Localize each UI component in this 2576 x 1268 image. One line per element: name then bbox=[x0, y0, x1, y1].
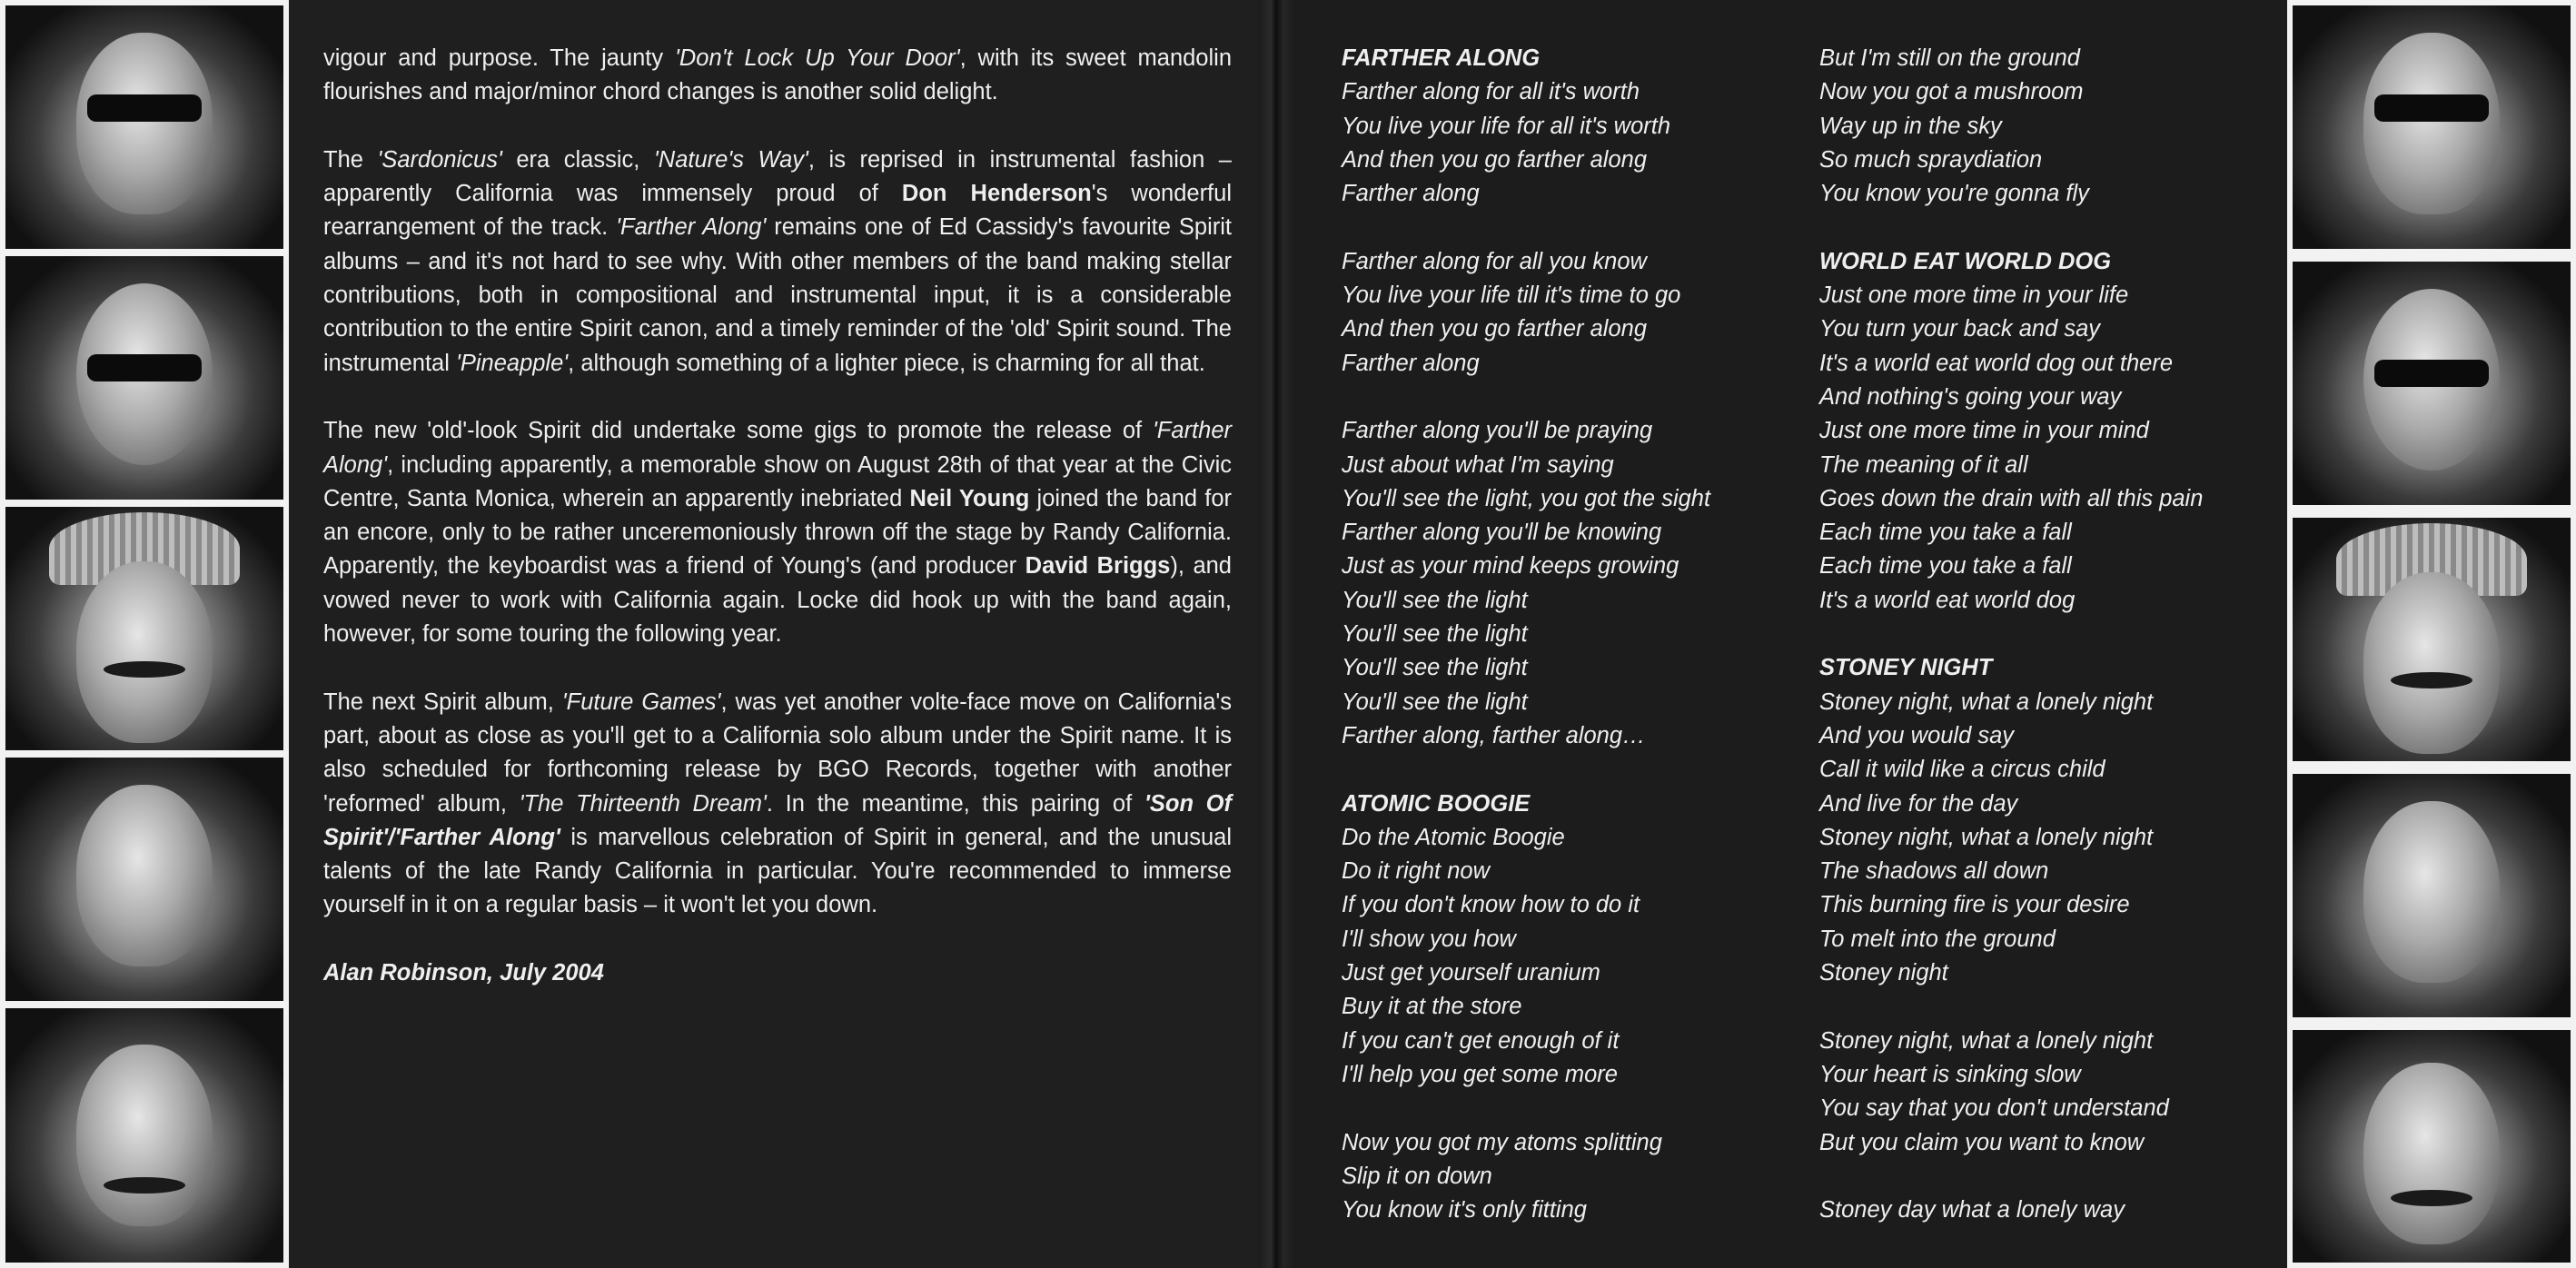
essay-paragraph bbox=[323, 42, 1232, 110]
lyric-stanza bbox=[1819, 1194, 2274, 1227]
essay-text-run: , with its sweet mandolin flourishes and major/minor chord changes is another solid delight. bbox=[323, 45, 1233, 105]
lyric-line: Your heart is sinking slow bbox=[1819, 1061, 2081, 1087]
band-photo-7 bbox=[2293, 262, 2571, 505]
lyric-line: You say that you don't understand bbox=[1819, 1095, 2169, 1122]
band-photo-10 bbox=[2293, 1030, 2571, 1263]
lyric-line: Farther along, farther along… bbox=[1342, 722, 1646, 748]
lyric-stanza bbox=[1342, 1126, 1778, 1228]
essay-text-run: 'Don't Lock Up Your Door' bbox=[675, 45, 960, 71]
lyric-line: You'll see the light bbox=[1342, 621, 1528, 648]
band-photo-8 bbox=[2293, 518, 2571, 761]
lyric-line: Now you got a mushroom bbox=[1819, 79, 2084, 105]
lyric-line: If you don't know how to do it bbox=[1342, 892, 1640, 918]
band-photo-3 bbox=[5, 507, 283, 750]
lyric-line: You turn your back and say bbox=[1819, 316, 2101, 342]
lyric-line: Buy it at the store bbox=[1342, 994, 1522, 1020]
essay-paragraph bbox=[323, 144, 1232, 381]
essay-paragraph bbox=[323, 414, 1232, 651]
lyric-stanza bbox=[1342, 821, 1778, 1092]
essay-paragraph bbox=[323, 686, 1232, 923]
essay-text-run: , although something of a lighter piece, is charming for all that. bbox=[568, 350, 1205, 376]
essay-text-run: . In the meantime, this pairing of bbox=[766, 790, 1144, 817]
lyric-line: Farther along bbox=[1342, 350, 1480, 376]
lyric-line: Just get yourself uranium bbox=[1342, 960, 1600, 986]
left-photo-strip bbox=[0, 0, 289, 1268]
lyric-line: If you can't get enough of it bbox=[1342, 1027, 1620, 1054]
lyric-line: Farther along bbox=[1342, 181, 1480, 207]
essay-text-run: 'Nature's Way' bbox=[653, 146, 808, 173]
essay-text-run: 'Future Games' bbox=[561, 688, 721, 715]
essay-text-run: , is reprised in instrumental fashion – apparently California was immensely proud of bbox=[323, 146, 1232, 207]
essay-text-run: 'Son Of Spirit'/'Farther Along' bbox=[323, 790, 1233, 850]
lyric-line: And you would say bbox=[1819, 722, 2015, 748]
lyric-line: You'll see the light, you got the sight bbox=[1342, 485, 1711, 511]
essay-text-run: 's wonderful rearrangement of the track. bbox=[323, 181, 1232, 241]
lyric-line: Slip it on down bbox=[1342, 1163, 1492, 1189]
lyric-line: And live for the day bbox=[1819, 790, 2018, 817]
song-lyrics bbox=[1819, 651, 2274, 1227]
lyric-line: I'll show you how bbox=[1342, 926, 1516, 952]
lyric-line: Just one more time in your life bbox=[1819, 282, 2129, 309]
lyric-stanza bbox=[1819, 279, 2274, 618]
band-photo-5 bbox=[5, 1008, 283, 1263]
lyric-line: Stoney night, what a lonely night bbox=[1819, 1027, 2154, 1054]
song-lyrics bbox=[1342, 788, 1778, 1228]
essay-text-run: 'The Thirteenth Dream' bbox=[519, 790, 767, 817]
essay-text-run: vigour and purpose. The jaunty bbox=[323, 45, 675, 71]
song-lyrics bbox=[1342, 42, 1778, 753]
lyric-stanza bbox=[1819, 686, 2274, 991]
lyric-line: Each time you take a fall bbox=[1819, 520, 2072, 546]
lyric-line: You live your life till it's time to go bbox=[1342, 282, 1681, 309]
essay-text-run: is marvellous celebration of Spirit in general, and the unusual talents of the late Randy California in particular. You're recommended to immerse yourself in it on a regular basis – it won't let you down. bbox=[323, 824, 1233, 918]
lyric-line: You'll see the light bbox=[1342, 655, 1528, 681]
lyric-line: Do it right now bbox=[1342, 858, 1490, 885]
essay-text-run: The next Spirit album, bbox=[323, 688, 562, 715]
lyric-line: You live your life for all it's worth bbox=[1342, 113, 1671, 139]
lyric-line: Call it wild like a circus child bbox=[1819, 757, 2105, 783]
song-lyrics bbox=[1819, 245, 2274, 618]
lyric-stanza bbox=[1342, 75, 1778, 211]
lyric-line: You know it's only fitting bbox=[1342, 1197, 1587, 1223]
essay-text-run: Neil Young bbox=[909, 485, 1030, 511]
lyric-line: Stoney day what a lonely way bbox=[1819, 1197, 2125, 1223]
band-photo-4 bbox=[5, 758, 283, 1001]
song-title: FARTHER ALONG bbox=[1342, 45, 1541, 71]
lyric-line: Stoney night, what a lonely night bbox=[1819, 824, 2154, 850]
lyric-stanza bbox=[1342, 245, 1778, 381]
lyric-line: Farther along for all you know bbox=[1342, 248, 1647, 274]
lyric-line: And nothing's going your way bbox=[1819, 383, 2122, 410]
lyric-line: This burning fire is your desire bbox=[1819, 892, 2130, 918]
lyric-line: Just about what I'm saying bbox=[1342, 451, 1614, 478]
author-signature: Alan Robinson, July 2004 bbox=[323, 960, 604, 986]
lyric-stanza bbox=[1819, 1025, 2274, 1160]
lyric-line: It's a world eat world dog out there bbox=[1819, 350, 2173, 376]
essay-text-run: 'Farther Along' bbox=[616, 214, 767, 241]
essay-text-run: The bbox=[323, 146, 378, 173]
essay-text-run: ), and vowed never to work with California again. Locke did hook up with the band again, however, for some touring the following year. bbox=[323, 553, 1232, 648]
band-photo-9 bbox=[2293, 774, 2571, 1017]
band-photo-1 bbox=[5, 5, 283, 249]
booklet-gutter bbox=[1258, 0, 1294, 1268]
lyric-line: Just as your mind keeps growing bbox=[1342, 553, 1679, 580]
lyric-line: You'll see the light bbox=[1342, 587, 1528, 613]
essay-text-run: remains one of Ed Cassidy's favourite Spirit albums – and it's not hard to see why. With other members of the band making stellar contributions, both in compositional and instrumental input, it is a considerable contribution to the entire Spirit canon, and a timely reminder of the 'old' Spirit sound. The instrumental bbox=[323, 214, 1232, 376]
song-lyrics bbox=[1819, 42, 2274, 211]
lyric-line: Stoney night, what a lonely night bbox=[1819, 688, 2154, 715]
essay-text-run: The new 'old'-look Spirit did undertake some gigs to promote the release of bbox=[323, 418, 1153, 444]
lyric-line: The shadows all down bbox=[1819, 858, 2049, 885]
lyric-line: And then you go farther along bbox=[1342, 316, 1647, 342]
essay-text-run: 'Sardonicus' bbox=[377, 146, 502, 173]
essay-text-run: 'Pineapple' bbox=[455, 350, 569, 376]
essay-text-run: , was yet another volte-face move on California's part, about as close as you'll get to a California solo album under the Spirit name. It is also scheduled for forthcoming release by BGO Records, together with another 'reformed' album, bbox=[323, 688, 1232, 817]
essay-text-run: 'Farther Along' bbox=[323, 418, 1232, 478]
lyric-line: Farther along you'll be knowing bbox=[1342, 520, 1662, 546]
lyric-line: Farther along for all it's worth bbox=[1342, 79, 1640, 105]
lyric-line: I'll help you get some more bbox=[1342, 1061, 1618, 1087]
lyric-line: It's a world eat world dog bbox=[1819, 587, 2076, 613]
lyric-line: Goes down the drain with all this pain bbox=[1819, 485, 2204, 511]
lyric-line: Just one more time in your mind bbox=[1819, 418, 2149, 444]
lyric-line: You know you're gonna fly bbox=[1819, 181, 2089, 207]
song-title: STONEY NIGHT bbox=[1819, 655, 1993, 681]
lyrics-column-2 bbox=[1819, 42, 2274, 1262]
lyric-line: Way up in the sky bbox=[1819, 113, 2002, 139]
song-title: ATOMIC BOOGIE bbox=[1342, 790, 1531, 817]
essay-text-run: David Briggs bbox=[1025, 553, 1171, 580]
lyric-line: You'll see the light bbox=[1342, 688, 1528, 715]
lyric-line: So much spraydiation bbox=[1819, 146, 2043, 173]
essay-text-run: Don Henderson bbox=[901, 181, 1092, 207]
lyric-line: Farther along you'll be praying bbox=[1342, 418, 1653, 444]
lyric-line: But you claim you want to know bbox=[1819, 1129, 2145, 1155]
lyric-stanza bbox=[1819, 42, 2274, 211]
song-title: WORLD EAT WORLD DOG bbox=[1819, 248, 2112, 274]
lyric-line: But I'm still on the ground bbox=[1819, 45, 2080, 71]
lyric-line: Do the Atomic Boogie bbox=[1342, 824, 1565, 850]
liner-notes-essay bbox=[323, 42, 1232, 1025]
lyric-line: And then you go farther along bbox=[1342, 146, 1647, 173]
lyric-line: To melt into the ground bbox=[1819, 926, 2056, 952]
band-photo-2 bbox=[5, 256, 283, 500]
lyrics-column-1 bbox=[1342, 42, 1778, 1262]
lyric-line: Each time you take a fall bbox=[1819, 553, 2072, 580]
right-photo-strip bbox=[2287, 0, 2576, 1268]
lyric-line: Now you got my atoms splitting bbox=[1342, 1129, 1662, 1155]
lyric-line: The meaning of it all bbox=[1819, 451, 2028, 478]
essay-text-run: era classic, bbox=[501, 146, 654, 173]
lyric-stanza bbox=[1342, 414, 1778, 753]
essay-text-run: joined the band for an encore, only to be rather unceremoniously thrown off the stage by Randy California. Apparently, the keyboardist was a friend of Young's (and producer bbox=[323, 485, 1233, 580]
lyric-line: Stoney night bbox=[1819, 960, 1948, 986]
band-photo-6 bbox=[2293, 5, 2571, 249]
essay-text-run: , including apparently, a memorable show on August 28th of that year at the Civic Centre, Santa Monica, wherein an apparently inebriated bbox=[323, 451, 1232, 511]
